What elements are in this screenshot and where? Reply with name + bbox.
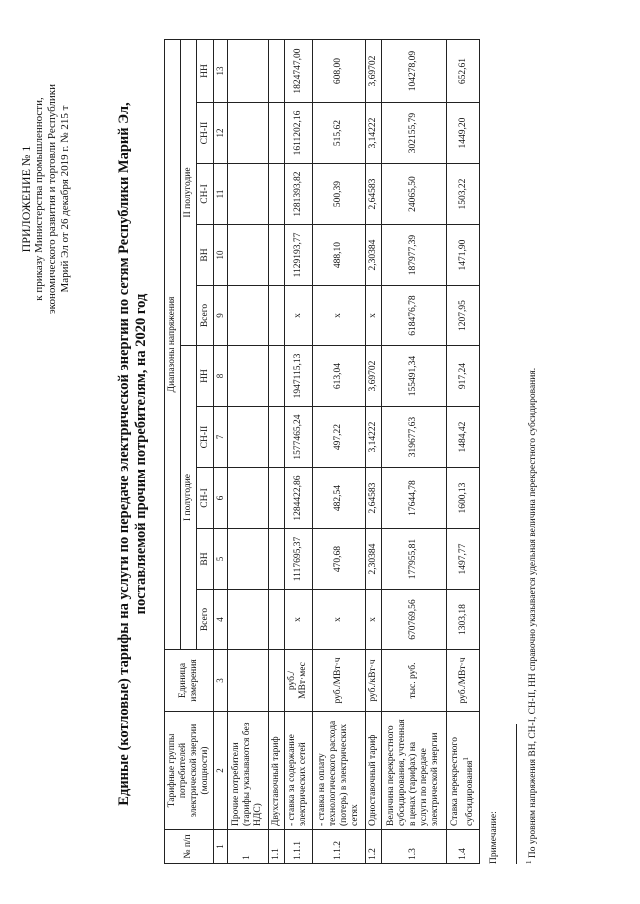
- column-numbers-row: [213, 39, 228, 863]
- header-num: № п/п: [165, 830, 214, 864]
- column-number: 2: [213, 712, 228, 830]
- header-period-1: I полугодие: [181, 346, 197, 650]
- header-ranges: Диапазоны напряжения: [165, 39, 181, 649]
- row-value: 488,10: [312, 225, 365, 286]
- appendix-line: к приказу Министерства промышленности,: [33, 97, 45, 301]
- notes-section: [488, 44, 539, 864]
- row-value: 1611202,16: [284, 103, 312, 164]
- row-value: х: [365, 286, 381, 346]
- row-value: 497,22: [312, 407, 365, 468]
- row-value: 104278,09: [381, 39, 446, 102]
- row-group: [447, 712, 480, 830]
- row-value: 1117695,37: [284, 529, 312, 590]
- row-number: 1.2: [365, 830, 381, 864]
- row-value: х: [312, 590, 365, 650]
- document-title: [116, 44, 150, 864]
- column-number: 9: [213, 286, 228, 346]
- header-level: НН: [197, 346, 213, 407]
- column-number: 4: [213, 590, 228, 650]
- appendix-line: Марий Эл от 26 декабря 2019 г. № 215 т: [59, 105, 71, 293]
- row-value: 319677,63: [381, 407, 446, 468]
- row-group-label: Прочие потребители (тарифы указываются без НДС): [231, 722, 264, 826]
- row-value: 1281393,82: [284, 164, 312, 225]
- row-value: [268, 103, 284, 164]
- row-value: 470,68: [312, 529, 365, 590]
- footnote-mark: 1: [525, 860, 533, 864]
- row-value: 3,69702: [365, 346, 381, 407]
- header-level: СН-I: [197, 164, 213, 225]
- row-value: 2,64583: [365, 468, 381, 529]
- row-group-label: Одноставочный тариф: [367, 734, 378, 826]
- row-unit: руб./кВт·ч: [365, 650, 381, 712]
- row-value: 515,62: [312, 103, 365, 164]
- row-value: 1284422,86: [284, 468, 312, 529]
- row-group-label: - ставка за содержание электрических сетей: [287, 734, 309, 826]
- row-value: [268, 346, 284, 407]
- row-value: 1207,95: [447, 286, 480, 346]
- header-level: ВН: [197, 225, 213, 286]
- row-value: 670769,56: [381, 590, 446, 650]
- row-value: [268, 225, 284, 286]
- footnote: [523, 44, 539, 864]
- row-value: 3,14222: [365, 103, 381, 164]
- row-number: 1.1: [268, 830, 284, 864]
- row-unit: тыс. руб.: [381, 650, 446, 712]
- table-body: [228, 39, 480, 863]
- row-value: 17644,78: [381, 468, 446, 529]
- row-value: х: [312, 286, 365, 346]
- row-value: [228, 39, 269, 102]
- row-unit: [228, 650, 269, 712]
- row-value: 24065,50: [381, 164, 446, 225]
- header-period-2: II полугодие: [181, 39, 197, 345]
- row-value: 2,64583: [365, 164, 381, 225]
- row-value: [228, 590, 269, 650]
- row-group: [284, 712, 312, 830]
- column-number: 13: [213, 39, 228, 102]
- row-number: 1.1.2: [312, 830, 365, 864]
- row-value: 1503,22: [447, 164, 480, 225]
- header-level: СН-II: [197, 407, 213, 468]
- row-value: [268, 529, 284, 590]
- row-value: 1449,20: [447, 103, 480, 164]
- table-row: [312, 39, 365, 863]
- column-number: 11: [213, 164, 228, 225]
- row-value: 1600,13: [447, 468, 480, 529]
- row-value: [268, 590, 284, 650]
- column-number: 7: [213, 407, 228, 468]
- table-row: [447, 39, 480, 863]
- row-number: 1.1.1: [284, 830, 312, 864]
- title-line-1: Единые (котловые) тарифы на услуги по передаче электрической энергии по сетям Республики Марий Эл,: [116, 102, 132, 806]
- row-value: 618476,78: [381, 286, 446, 346]
- row-value: 1824747,00: [284, 39, 312, 102]
- row-value: [268, 286, 284, 346]
- row-value: 177955,81: [381, 529, 446, 590]
- row-value: 500,39: [312, 164, 365, 225]
- row-unit: руб./МВт·мес: [284, 650, 312, 712]
- row-value: 2,30384: [365, 529, 381, 590]
- row-value: 302155,79: [381, 103, 446, 164]
- header-level: ВН: [197, 529, 213, 590]
- row-value: 917,24: [447, 346, 480, 407]
- row-value: [228, 468, 269, 529]
- footnote-reference: 1: [461, 757, 470, 761]
- row-group-label: Двухставочный тариф: [270, 736, 281, 826]
- row-value: х: [284, 590, 312, 650]
- table-row: [365, 39, 381, 863]
- footnote-text: По уровням напряжения ВН, СН-I, СН-II, НН справочно указывается удельная величина перекрестного субсидирования.: [528, 367, 539, 859]
- table-row: [268, 39, 284, 863]
- notes-label: Примечание:: [489, 811, 499, 864]
- row-value: 1471,90: [447, 225, 480, 286]
- row-number: 1.4: [447, 830, 480, 864]
- row-value: 608,00: [312, 39, 365, 102]
- row-value: 3,14222: [365, 407, 381, 468]
- column-number: 10: [213, 225, 228, 286]
- row-value: 2,30384: [365, 225, 381, 286]
- row-value: 1947115,13: [284, 346, 312, 407]
- appendix-heading: ПРИЛОЖЕНИЕ № 1: [19, 145, 33, 253]
- row-value: 1497,77: [447, 529, 480, 590]
- column-number: 8: [213, 346, 228, 407]
- row-value: 652,61: [447, 39, 480, 102]
- row-group: [268, 712, 284, 830]
- header-unit: Единица измерения: [165, 650, 214, 712]
- row-value: [268, 39, 284, 102]
- row-unit: руб./МВт·ч: [447, 650, 480, 712]
- column-number: 5: [213, 529, 228, 590]
- row-value: 1484,42: [447, 407, 480, 468]
- header-level: Всего: [197, 286, 213, 346]
- row-number: 1: [228, 830, 269, 864]
- row-group-label: Ставка перекрестного субсидирования: [449, 737, 476, 826]
- row-value: х: [284, 286, 312, 346]
- header-level: СН-I: [197, 468, 213, 529]
- row-group: [228, 712, 269, 830]
- column-number: 3: [213, 650, 228, 712]
- row-unit: руб./МВт·ч: [312, 650, 365, 712]
- table-row: [381, 39, 446, 863]
- row-number: 1.3: [381, 830, 446, 864]
- row-unit: [268, 650, 284, 712]
- row-value: [228, 529, 269, 590]
- footnote-divider: [516, 724, 517, 864]
- column-number: 1: [213, 830, 228, 864]
- title-line-2: поставляемой прочим потребителям, на 2020 год: [133, 293, 149, 615]
- row-value: 155491,34: [381, 346, 446, 407]
- row-value: [228, 286, 269, 346]
- row-value: [228, 164, 269, 225]
- table-header-row: [165, 39, 181, 863]
- table-row: [284, 39, 312, 863]
- row-value: [228, 346, 269, 407]
- row-group: [312, 712, 365, 830]
- appendix-header: [20, 34, 72, 364]
- tariff-table: [164, 39, 480, 864]
- row-value: [268, 164, 284, 225]
- header-level: НН: [197, 39, 213, 102]
- row-value: 1577465,24: [284, 407, 312, 468]
- header-level: Всего: [197, 590, 213, 650]
- row-value: [268, 468, 284, 529]
- row-value: [268, 407, 284, 468]
- row-value: [228, 103, 269, 164]
- header-group: Тарифные группы потребителей электрической энергии (мощности): [165, 712, 214, 830]
- row-value: х: [365, 590, 381, 650]
- row-value: 1303,18: [447, 590, 480, 650]
- row-group-label: - ставка на оплату технологического расхода (потерь) в электрических сетях: [316, 720, 360, 826]
- row-group: [381, 712, 446, 830]
- row-group: [365, 712, 381, 830]
- column-number: 12: [213, 103, 228, 164]
- row-value: 187977,39: [381, 225, 446, 286]
- row-group-label: Величина перекрестного субсидирования, учтенная в ценах (тарифах) на услуги по передаче электрической энергии: [386, 719, 441, 826]
- appendix-line: экономического развития и торговли Республики: [46, 83, 58, 315]
- row-value: 3,69702: [365, 39, 381, 102]
- column-number: 6: [213, 468, 228, 529]
- row-value: [228, 407, 269, 468]
- table-row: [228, 39, 269, 863]
- row-value: [228, 225, 269, 286]
- header-level: СН-II: [197, 103, 213, 164]
- row-value: 482,54: [312, 468, 365, 529]
- row-value: 613,04: [312, 346, 365, 407]
- row-value: 1129193,77: [284, 225, 312, 286]
